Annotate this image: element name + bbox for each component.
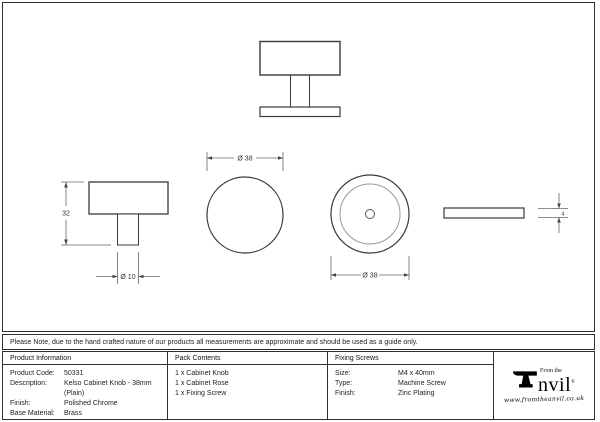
spec-table [2,351,595,420]
list-item: 1 x Cabinet Knob [175,370,229,377]
rose-side-view [444,193,568,233]
product-information-column [3,352,168,419]
measurement-disclaimer-note [2,334,595,350]
dim-stem-diameter-label: Ø 10 [120,274,136,281]
table-row: Type: Machine Screw [335,380,446,387]
knob-side-view-top [260,42,340,117]
product-information-body [3,365,167,419]
table-row: Description: Kelso Cabinet Knob - 38mm [10,380,152,387]
rose-face-view [331,175,409,280]
dim-knob-diameter-label: Ø 38 [237,155,253,163]
table-row: Size: M4 x 40mm [335,370,435,377]
fixing-screws-column [328,352,494,419]
from-the-anvil-logo [504,368,584,403]
table-row: Product Code: 50331 [10,370,84,377]
table-row: Finish: Zinc Plating [335,390,435,397]
list-item: 1 x Fixing Screw [175,390,227,397]
dim-rose-diameter-label: Ø 38 [362,272,378,280]
logo-from-the-text: From the [540,368,562,374]
dim-rose-thickness-label: 4 [561,211,565,218]
note-text: Please Note, due to the hand crafted nature of our products all measurements are approximate and should be used as a guide only. [10,338,418,346]
table-row: Base Material: Brass [10,410,82,417]
logo-name-text: nvil® [538,374,575,396]
product-information-header: Product Information [3,352,167,365]
list-item: 1 x Cabinet Rose [175,380,229,387]
anvil-icon [513,368,537,395]
pack-contents-column [168,352,328,419]
registered-mark: ® [571,380,575,385]
fixing-screws-header: Fixing Screws [328,352,493,365]
table-row: Finish: Polished Chrome [10,400,118,407]
fixing-screws-body [328,365,493,399]
dim-height-label: 32 [62,210,70,218]
pack-contents-body [168,365,327,399]
pack-contents-header: Pack Contents [168,352,327,365]
knob-front-view [61,182,168,284]
table-row: (Plain) [64,390,85,397]
brand-logo-cell [494,352,594,419]
knob-face-view [207,152,283,253]
logo-website-text: www.fromtheanvil.co.uk [503,394,585,405]
